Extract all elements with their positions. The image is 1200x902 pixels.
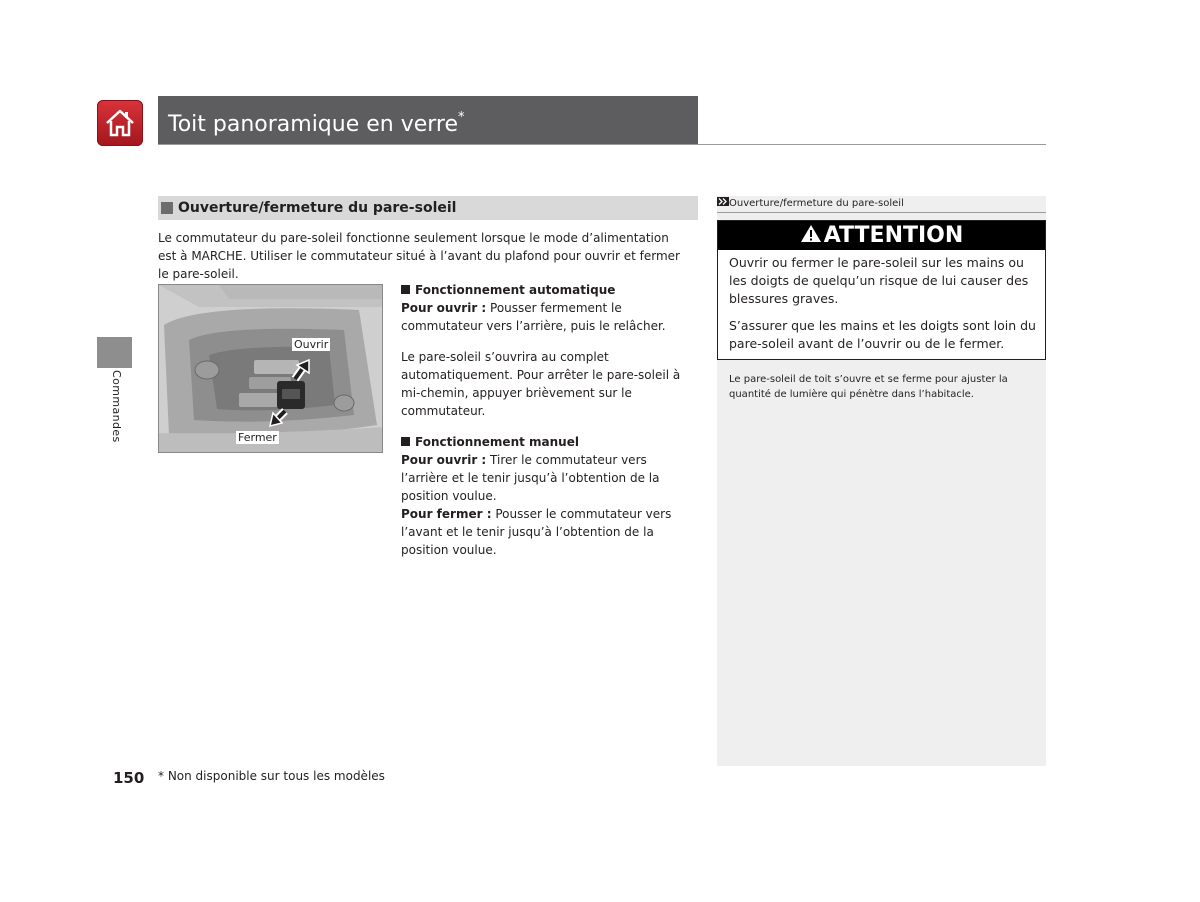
manual-open-instruction (401, 451, 697, 505)
manual-close-label: Pour fermer : (401, 507, 492, 521)
page-number: 150 (113, 769, 145, 787)
sunshade-switch-figure (158, 284, 383, 453)
attention-title-text: ATTENTION (823, 223, 964, 248)
auto-operation-heading-text: Fonctionnement automatique (415, 283, 616, 297)
manual-open-label: Pour ouvrir : (401, 453, 487, 467)
attention-title (718, 221, 1045, 250)
heading-marker (401, 437, 410, 446)
ceiling-console-illustration (159, 285, 383, 453)
close-label: Fermer (238, 431, 277, 444)
reference-divider (717, 212, 1046, 213)
reference-title-text: Ouverture/fermeture du pare-soleil (729, 198, 904, 209)
auto-open-text: Pousser fermement le commutateur vers l’arrière, puis le relâcher. (401, 301, 666, 333)
manual-close-instruction (401, 505, 697, 559)
reference-title (717, 197, 904, 209)
title-asterisk: * (458, 110, 465, 125)
home-icon (104, 107, 136, 139)
open-label: Ouvrir (294, 338, 329, 351)
home-button[interactable] (97, 100, 143, 146)
auto-open-instruction (401, 299, 697, 335)
page-title-text: Toit panoramique en verre (168, 112, 459, 137)
manual-operation-heading (401, 433, 697, 451)
heading-marker (401, 285, 410, 294)
auto-stop-instruction: Le pare-soleil s’ouvrira au complet automatiquement. Pour arrêter le pare-soleil à mi-chemin, appuyer brièvement sur le commutateur. (401, 350, 681, 418)
manual-close-text: Pousser le commutateur vers l’avant et le tenir jusqu’à l’obtention de la position voulue. (401, 507, 672, 557)
section-title: Ouverture/fermeture du pare-soleil (178, 200, 457, 216)
operation-instructions (401, 281, 697, 559)
manual-operation-heading-text: Fonctionnement manuel (415, 435, 579, 449)
footnote: * Non disponible sur tous les modèles (158, 769, 385, 783)
reference-note: Le pare-soleil de toit s’ouvre et se ferme pour ajuster la quantité de lumière qui pénètre dans l’habitacle. (729, 374, 1008, 400)
attention-body (729, 254, 1039, 362)
manual-open-text: Tirer le commutateur vers l’arrière et le tenir jusqu’à l’obtention de la position voulue. (401, 453, 660, 503)
double-chevron-icon (717, 197, 729, 206)
auto-operation-heading (401, 281, 697, 299)
chapter-tab[interactable] (97, 337, 132, 368)
chapter-tab-label: Commandes (110, 370, 123, 443)
intro-paragraph: Le commutateur du pare-soleil fonctionne seulement lorsque le mode d’alimentation est à MARCHE. Utiliser le commutateur situé à l’avant du plafond pour ouvrir et fermer le pare-soleil. (158, 231, 680, 281)
auto-open-label: Pour ouvrir : (401, 301, 487, 315)
warning-icon (800, 224, 822, 243)
title-divider (158, 144, 1046, 145)
page-title (168, 112, 465, 137)
warning-text-1: Ouvrir ou fermer le pare-soleil sur les mains ou les doigts de quelqu’un risque de lui causer des blessures graves. (729, 255, 1029, 306)
warning-text-2: S’assurer que les mains et les doigts sont loin du pare-soleil avant de l’ouvrir ou de le fermer. (729, 318, 1036, 351)
section-marker (161, 202, 173, 214)
